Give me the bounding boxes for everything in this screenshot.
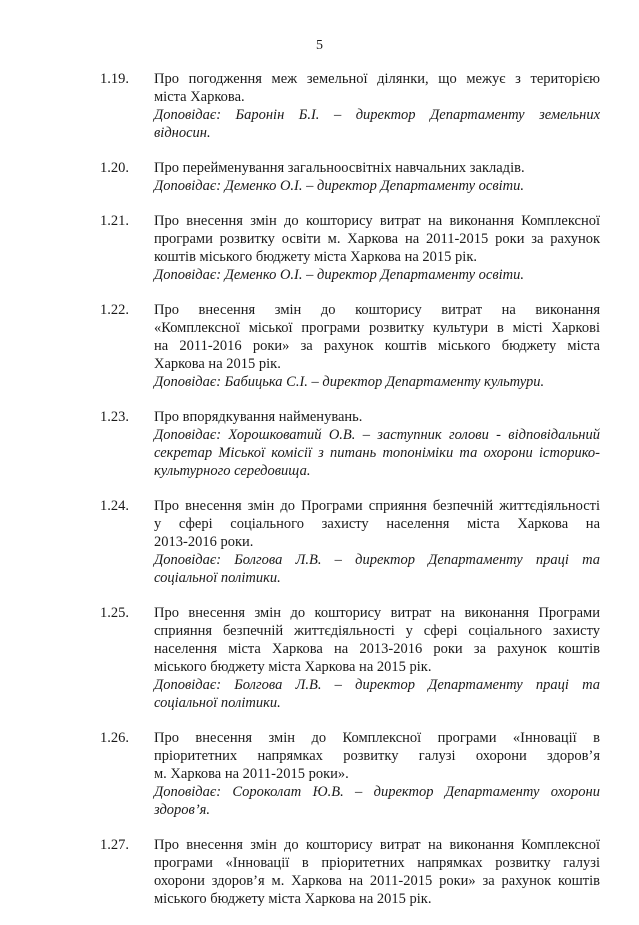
agenda-item [0, 604, 639, 712]
agenda-item-title-line: сприяння безпечній життєдіяльності у сфері соціального захисту [154, 623, 600, 639]
agenda-item-number: 1.21. [100, 213, 129, 229]
agenda-item-body [154, 159, 600, 195]
agenda-item-title-line: Харкова на 2015 рік. [154, 356, 281, 372]
agenda-item-speaker-line: Доповідає: Хорошковатий О.В. – заступник голови - відповідальний [154, 427, 600, 443]
agenda-item-title-line: Про внесення змін до Програми сприяння безпечній життєдіяльності [154, 498, 600, 514]
agenda-item [0, 212, 639, 284]
agenda-item-title-line: програми розвитку освіти м. Харкова на 2011-2015 роки за рахунок [154, 231, 600, 247]
agenda-item-title-line: на 2011-2016 роки» за рахунок коштів міського бюджету міста [154, 338, 600, 354]
agenda-item-body [154, 70, 600, 142]
agenda-item-body [154, 408, 600, 480]
agenda-item-speaker-line: Доповідає: Деменко О.І. – директор Департаменту освіти. [154, 267, 524, 283]
agenda-item-body [154, 604, 600, 712]
agenda-item-title-line: Про внесення змін до кошторису витрат на виконання Комплексної [154, 837, 600, 853]
agenda-item-body [154, 497, 600, 587]
agenda-item-speaker-line: Доповідає: Болгова Л.В. – директор Департаменту праці та [154, 552, 600, 568]
agenda-item-speaker-line: секретар Міської комісії з питань топоніміки та охорони історико- [154, 445, 600, 461]
agenda-item-body [154, 836, 600, 908]
agenda-item-title-line: коштів міського бюджету міста Харкова на 2015 рік. [154, 249, 478, 265]
agenda-item [0, 70, 639, 142]
agenda-item-number: 1.22. [100, 302, 129, 318]
agenda-item-title-line: Про впорядкування найменувань. [154, 409, 363, 425]
agenda-item-number: 1.23. [100, 409, 129, 425]
agenda-item-title-line: міського бюджету міста Харкова на 2015 рік. [154, 659, 432, 675]
agenda-item [0, 408, 639, 480]
agenda-item-title-line: міського бюджету міста Харкова на 2015 рік. [154, 891, 432, 907]
agenda-item-speaker-line: здоров’я. [154, 802, 211, 818]
agenda-item-title-line: Про внесення змін до Комплексної програми «Інновації в [154, 730, 600, 746]
agenda-item-body [154, 301, 600, 391]
agenda-item [0, 497, 639, 587]
agenda-item-title-line: Про внесення змін до кошторису витрат на виконання [154, 302, 600, 318]
agenda-item-body [154, 212, 600, 284]
agenda-item [0, 729, 639, 819]
agenda-item-speaker-line: соціальної політики. [154, 695, 281, 711]
agenda-item-title-line: «Комплексної міської програми розвитку культури в місті Харкові [154, 320, 600, 336]
agenda-item-title-line: охорони здоров’я м. Харкова на 2011-2015 роки» за рахунок коштів [154, 873, 600, 889]
agenda-item-number: 1.26. [100, 730, 129, 746]
agenda-item-body [154, 729, 600, 819]
agenda-item-title-line: програми «Інновації в пріоритетних напрямках розвитку галузі [154, 855, 600, 871]
agenda-item [0, 301, 639, 391]
agenda-item-title-line: у сфері соціального захисту населення міста Харкова на [154, 516, 600, 532]
agenda-item-speaker-line: Доповідає: Деменко О.І. – директор Департаменту освіти. [154, 178, 524, 194]
agenda-item-title-line: міста Харкова. [154, 89, 245, 105]
agenda-item-title-line: Про перейменування загальноосвітніх навчальних закладів. [154, 160, 525, 176]
agenda-item-speaker-line: культурного середовища. [154, 463, 311, 479]
agenda-item [0, 159, 639, 195]
agenda-item-number: 1.27. [100, 837, 129, 853]
agenda-item-speaker-line: Доповідає: Баронін Б.І. – директор Департаменту земельних [154, 107, 600, 123]
agenda-list [0, 70, 639, 925]
agenda-item-speaker-line: Доповідає: Бабицька С.І. – директор Департаменту культури. [154, 374, 545, 390]
agenda-item-speaker-line: відносин. [154, 125, 211, 141]
agenda-item-number: 1.19. [100, 71, 129, 87]
page-number: 5 [316, 38, 323, 53]
agenda-item-speaker-line: Доповідає: Болгова Л.В. – директор Департаменту праці та [154, 677, 600, 693]
agenda-item [0, 836, 639, 908]
agenda-item-title-line: 2013-2016 роки. [154, 534, 254, 550]
agenda-item-number: 1.24. [100, 498, 129, 514]
agenda-item-title-line: Про погодження меж земельної ділянки, що межує з територією [154, 71, 600, 87]
agenda-item-number: 1.20. [100, 160, 129, 176]
agenda-item-title-line: населення міста Харкова на 2013-2016 роки за рахунок коштів [154, 641, 600, 657]
agenda-item-number: 1.25. [100, 605, 129, 621]
agenda-item-speaker-line: Доповідає: Сороколат Ю.В. – директор Департаменту охорони [154, 784, 600, 800]
agenda-item-title-line: м. Харкова на 2011-2015 роки». [154, 766, 349, 782]
agenda-item-title-line: Про внесення змін до кошторису витрат на виконання Програми [154, 605, 600, 621]
agenda-item-speaker-line: соціальної політики. [154, 570, 281, 586]
agenda-item-title-line: пріоритетних напрямках розвитку галузі охорони здоров’я [154, 748, 600, 764]
agenda-item-title-line: Про внесення змін до кошторису витрат на виконання Комплексної [154, 213, 600, 229]
